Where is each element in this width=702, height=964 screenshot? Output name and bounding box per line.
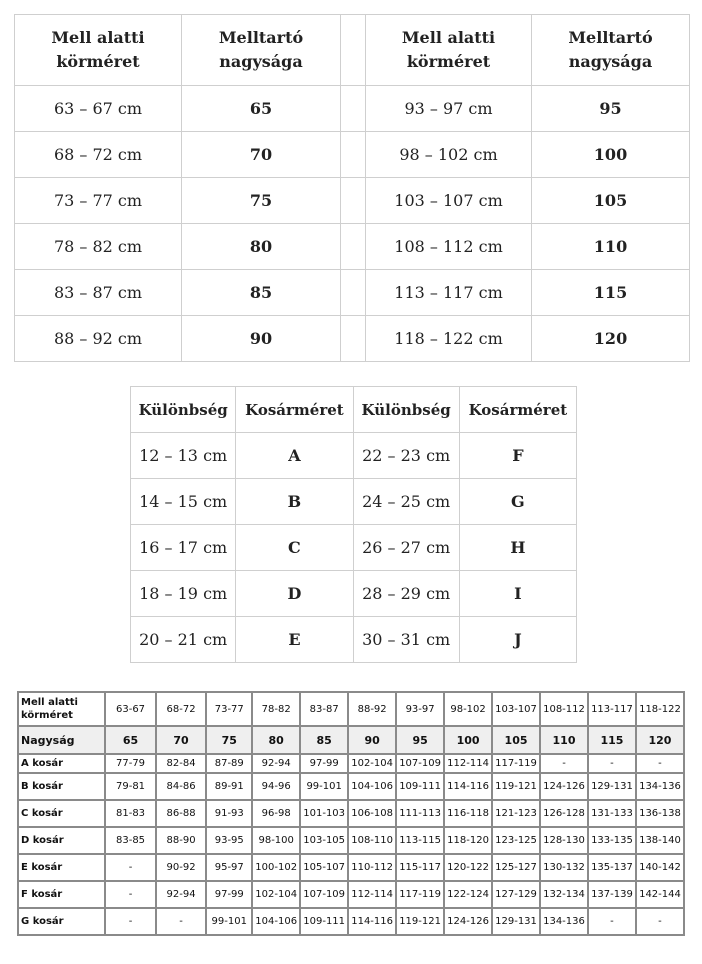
cup-row-label: F kosár [18, 881, 105, 908]
bust-range: 77-79 [105, 754, 156, 773]
bust-range: 134-136 [636, 773, 684, 800]
bust-range: 106-108 [348, 800, 396, 827]
bust-range: - [156, 908, 207, 935]
bust-range: 100-102 [252, 854, 300, 881]
header-difference-right: Különbség [353, 387, 459, 433]
bra-size: 90 [182, 316, 341, 362]
difference-range: 20 – 21 cm [131, 617, 236, 663]
cup-letter: A [236, 433, 353, 479]
bust-range: 124-126 [444, 908, 492, 935]
spacer-cell [341, 270, 366, 316]
bust-range: 119-121 [492, 773, 540, 800]
cup-size-table [130, 386, 577, 663]
bust-range: 104-106 [348, 773, 396, 800]
difference-range: 28 – 29 cm [353, 571, 459, 617]
spacer-cell [341, 224, 366, 270]
difference-range: 16 – 17 cm [131, 525, 236, 571]
header-bra-size-right: Melltartó nagysága [532, 15, 690, 86]
bust-range: 94-96 [252, 773, 300, 800]
underbust-range: 88 – 92 cm [15, 316, 182, 362]
bust-range: 101-103 [300, 800, 348, 827]
size-value: 75 [206, 726, 252, 754]
bra-size: 120 [532, 316, 690, 362]
cup-letter: F [459, 433, 576, 479]
bust-range: 110-112 [348, 854, 396, 881]
bust-range: 123-125 [492, 827, 540, 854]
cup-row [18, 908, 684, 935]
bust-range: 102-104 [252, 881, 300, 908]
cup-row-label: E kosár [18, 854, 105, 881]
underbust-range: 103 – 107 cm [366, 178, 532, 224]
bust-range: 128-130 [540, 827, 588, 854]
band-size-row [15, 270, 690, 316]
band-size-row [15, 86, 690, 132]
bust-range: - [105, 881, 156, 908]
bust-range: 130-132 [540, 854, 588, 881]
header-cup-size-right: Kosárméret [459, 387, 576, 433]
bust-range: 140-142 [636, 854, 684, 881]
difference-range: 30 – 31 cm [353, 617, 459, 663]
bust-range: 99-101 [206, 908, 252, 935]
bust-range: 95-97 [206, 854, 252, 881]
underbust-value: 118-122 [636, 692, 684, 726]
bust-range: 131-133 [588, 800, 636, 827]
bra-size: 85 [182, 270, 341, 316]
cup-letter: E [236, 617, 353, 663]
underbust-value: 113-117 [588, 692, 636, 726]
bust-range: 91-93 [206, 800, 252, 827]
band-size-row [15, 178, 690, 224]
cup-letter: H [459, 525, 576, 571]
underbust-range: 83 – 87 cm [15, 270, 182, 316]
size-value: 120 [636, 726, 684, 754]
difference-range: 26 – 27 cm [353, 525, 459, 571]
cup-letter: J [459, 617, 576, 663]
bust-range: - [540, 754, 588, 773]
bust-range: 108-110 [348, 827, 396, 854]
underbust-value: 83-87 [300, 692, 348, 726]
bust-range: 121-123 [492, 800, 540, 827]
size-row [18, 726, 684, 754]
bust-range: 138-140 [636, 827, 684, 854]
bust-range: 105-107 [300, 854, 348, 881]
cup-size-row [131, 617, 577, 663]
underbust-row-label: Mell alatti körméret [18, 692, 105, 726]
bust-range: 112-114 [348, 881, 396, 908]
bust-range: 136-138 [636, 800, 684, 827]
underbust-value: 88-92 [348, 692, 396, 726]
cup-row-label: G kosár [18, 908, 105, 935]
full-size-chart [17, 691, 685, 936]
band-size-table [14, 14, 690, 362]
underbust-range: 108 – 112 cm [366, 224, 532, 270]
bust-range: 134-136 [540, 908, 588, 935]
spacer-cell [341, 86, 366, 132]
underbust-value: 93-97 [396, 692, 444, 726]
bust-range: 88-90 [156, 827, 207, 854]
bra-size: 80 [182, 224, 341, 270]
bust-range: 142-144 [636, 881, 684, 908]
bust-range: 120-122 [444, 854, 492, 881]
bust-range: - [105, 908, 156, 935]
cup-row [18, 800, 684, 827]
bust-range: 122-124 [444, 881, 492, 908]
bust-range: 96-98 [252, 800, 300, 827]
bust-range: 87-89 [206, 754, 252, 773]
header-cup-size: Kosárméret [236, 387, 353, 433]
bust-range: 103-105 [300, 827, 348, 854]
cup-size-row [131, 479, 577, 525]
cup-row [18, 854, 684, 881]
bra-size: 95 [532, 86, 690, 132]
bust-range: 112-114 [444, 754, 492, 773]
bust-range: - [588, 908, 636, 935]
cup-size-row [131, 571, 577, 617]
bra-size: 70 [182, 132, 341, 178]
underbust-range: 68 – 72 cm [15, 132, 182, 178]
bust-range: 82-84 [156, 754, 207, 773]
spacer-cell [341, 178, 366, 224]
bust-range: - [636, 754, 684, 773]
cup-row-label: D kosár [18, 827, 105, 854]
bust-range: 92-94 [156, 881, 207, 908]
bust-range: - [105, 854, 156, 881]
cup-letter: I [459, 571, 576, 617]
cup-row [18, 773, 684, 800]
header-bra-size: Melltartó nagysága [182, 15, 341, 86]
band-size-row [15, 132, 690, 178]
underbust-value: 103-107 [492, 692, 540, 726]
bust-range: 135-137 [588, 854, 636, 881]
bust-range: 119-121 [396, 908, 444, 935]
cup-row-label: B kosár [18, 773, 105, 800]
band-size-row [15, 224, 690, 270]
cup-row [18, 827, 684, 854]
bust-range: 93-95 [206, 827, 252, 854]
band-size-row [15, 316, 690, 362]
cup-letter: C [236, 525, 353, 571]
bust-range: 114-116 [348, 908, 396, 935]
bust-range: 107-109 [300, 881, 348, 908]
size-value: 90 [348, 726, 396, 754]
bust-range: 126-128 [540, 800, 588, 827]
bust-range: 97-99 [300, 754, 348, 773]
bust-range: 109-111 [300, 908, 348, 935]
bust-range: 102-104 [348, 754, 396, 773]
cup-size-row [131, 433, 577, 479]
size-value: 80 [252, 726, 300, 754]
difference-range: 24 – 25 cm [353, 479, 459, 525]
underbust-range: 118 – 122 cm [366, 316, 532, 362]
difference-range: 14 – 15 cm [131, 479, 236, 525]
bust-range: 99-101 [300, 773, 348, 800]
underbust-value: 63-67 [105, 692, 156, 726]
underbust-value: 98-102 [444, 692, 492, 726]
underbust-range: 98 – 102 cm [366, 132, 532, 178]
header-difference: Különbség [131, 387, 236, 433]
bra-size: 75 [182, 178, 341, 224]
band-size-header-row [15, 15, 690, 86]
bust-range: 97-99 [206, 881, 252, 908]
bust-range: 90-92 [156, 854, 207, 881]
bust-range: 79-81 [105, 773, 156, 800]
underbust-value: 108-112 [540, 692, 588, 726]
cup-size-header-row [131, 387, 577, 433]
bust-range: 89-91 [206, 773, 252, 800]
bra-size: 115 [532, 270, 690, 316]
header-underbust: Mell alatti körméret [15, 15, 182, 86]
size-value: 105 [492, 726, 540, 754]
bust-range: 81-83 [105, 800, 156, 827]
bust-range: - [636, 908, 684, 935]
spacer-cell [341, 132, 366, 178]
underbust-range: 113 – 117 cm [366, 270, 532, 316]
bust-range: 113-115 [396, 827, 444, 854]
bust-range: 92-94 [252, 754, 300, 773]
bra-size: 105 [532, 178, 690, 224]
cup-row-label: A kosár [18, 754, 105, 773]
bust-range: 137-139 [588, 881, 636, 908]
size-value: 115 [588, 726, 636, 754]
underbust-value: 73-77 [206, 692, 252, 726]
bust-range: 109-111 [396, 773, 444, 800]
bust-range: 107-109 [396, 754, 444, 773]
bust-range: - [588, 754, 636, 773]
bust-range: 118-120 [444, 827, 492, 854]
size-value: 100 [444, 726, 492, 754]
bust-range: 98-100 [252, 827, 300, 854]
underbust-range: 63 – 67 cm [15, 86, 182, 132]
spacer-cell [341, 316, 366, 362]
bust-range: 83-85 [105, 827, 156, 854]
bust-range: 125-127 [492, 854, 540, 881]
cup-row-label: C kosár [18, 800, 105, 827]
difference-range: 18 – 19 cm [131, 571, 236, 617]
underbust-row [18, 692, 684, 726]
bra-size: 65 [182, 86, 341, 132]
size-value: 70 [156, 726, 207, 754]
bust-range: 115-117 [396, 854, 444, 881]
bust-range: 124-126 [540, 773, 588, 800]
bust-range: 111-113 [396, 800, 444, 827]
size-value: 95 [396, 726, 444, 754]
underbust-value: 78-82 [252, 692, 300, 726]
bra-size: 110 [532, 224, 690, 270]
size-row-label: Nagyság [18, 726, 105, 754]
bra-size: 100 [532, 132, 690, 178]
bust-range: 86-88 [156, 800, 207, 827]
cup-row [18, 754, 684, 773]
bust-range: 117-119 [396, 881, 444, 908]
underbust-value: 68-72 [156, 692, 207, 726]
bust-range: 132-134 [540, 881, 588, 908]
spacer-cell [341, 15, 366, 86]
size-value: 65 [105, 726, 156, 754]
bust-range: 116-118 [444, 800, 492, 827]
header-underbust-right: Mell alatti körméret [366, 15, 532, 86]
bust-range: 114-116 [444, 773, 492, 800]
size-value: 110 [540, 726, 588, 754]
cup-letter: G [459, 479, 576, 525]
underbust-range: 78 – 82 cm [15, 224, 182, 270]
bust-range: 104-106 [252, 908, 300, 935]
cup-letter: D [236, 571, 353, 617]
cup-row [18, 881, 684, 908]
underbust-range: 73 – 77 cm [15, 178, 182, 224]
bust-range: 129-131 [492, 908, 540, 935]
bust-range: 133-135 [588, 827, 636, 854]
difference-range: 22 – 23 cm [353, 433, 459, 479]
size-value: 85 [300, 726, 348, 754]
cup-letter: B [236, 479, 353, 525]
bust-range: 84-86 [156, 773, 207, 800]
bust-range: 129-131 [588, 773, 636, 800]
difference-range: 12 – 13 cm [131, 433, 236, 479]
underbust-range: 93 – 97 cm [366, 86, 532, 132]
cup-size-row [131, 525, 577, 571]
bust-range: 127-129 [492, 881, 540, 908]
bust-range: 117-119 [492, 754, 540, 773]
